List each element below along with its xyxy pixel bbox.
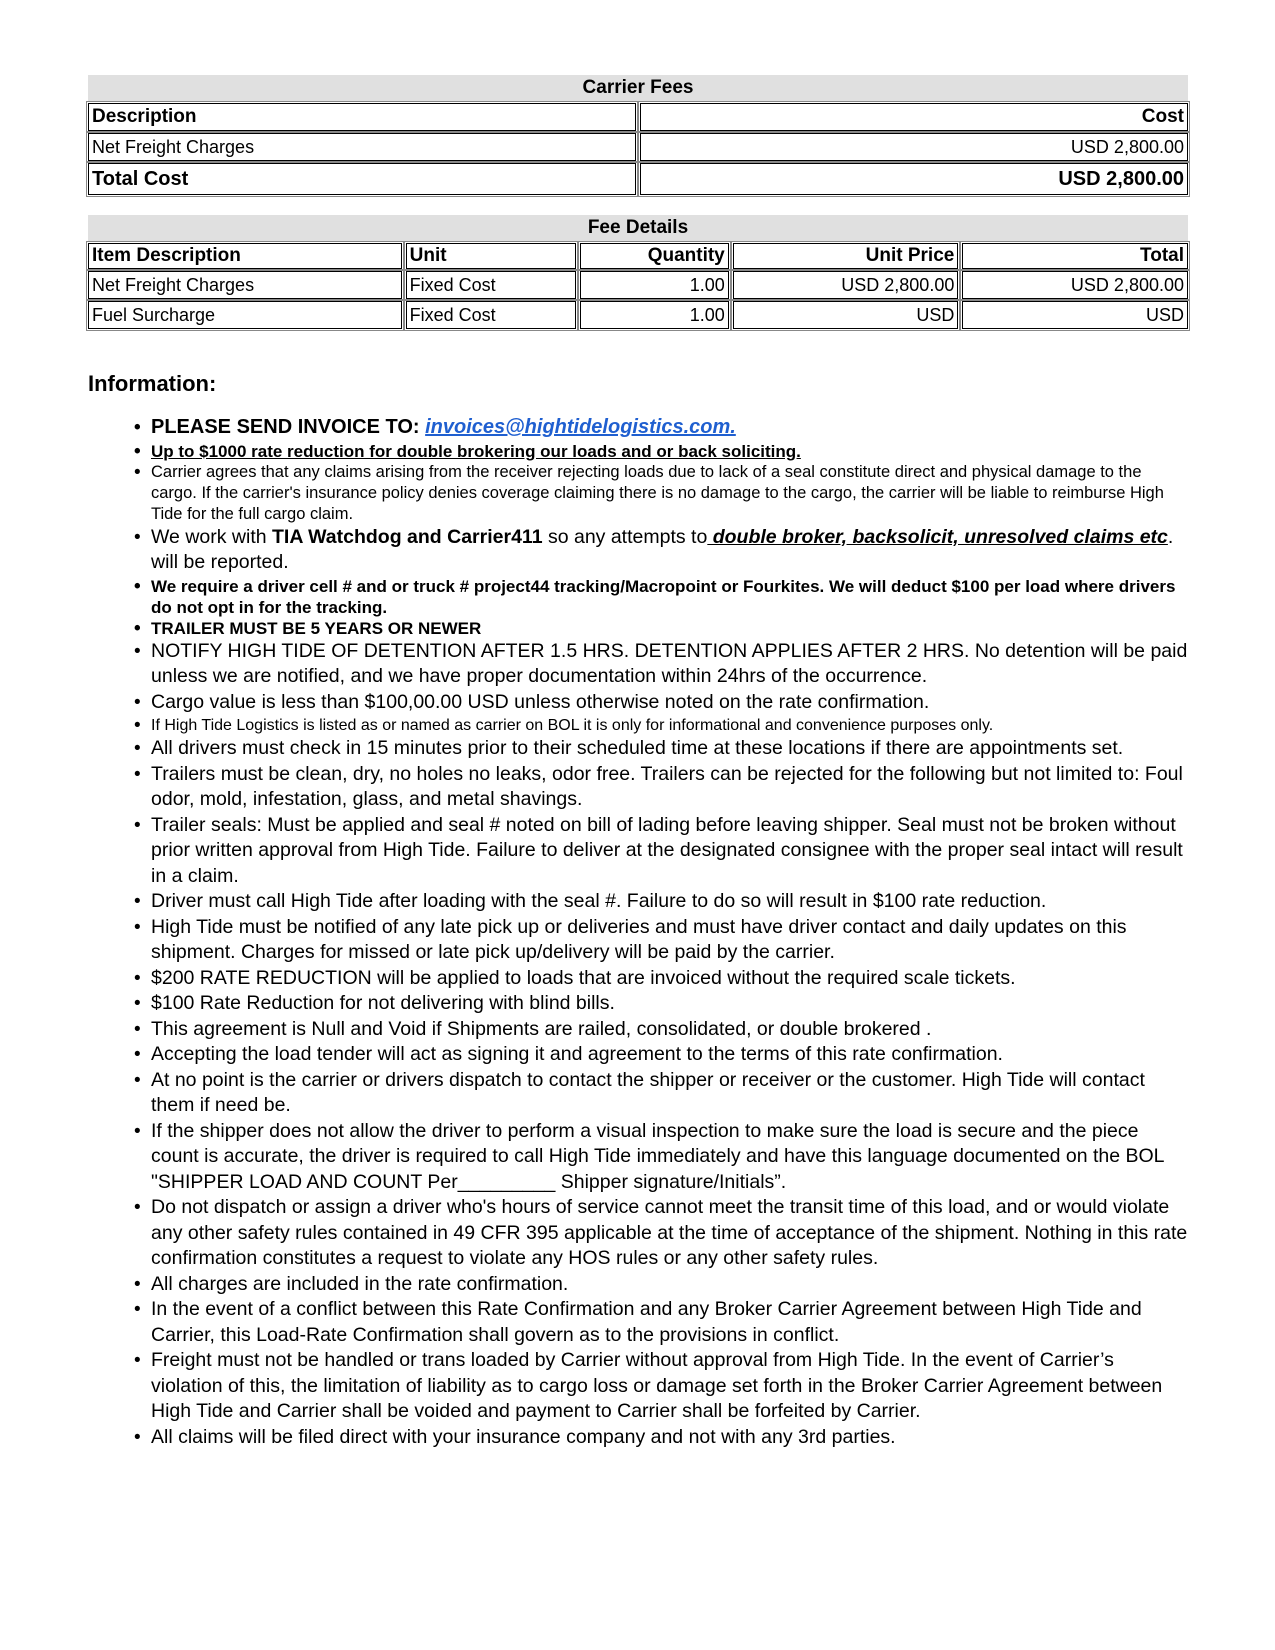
table-header-row — [88, 103, 1188, 131]
list-item: • Freight must not be handled or trans loaded by Carrier without approval from High Tide. In the event of Carrier’s violation of this, the limitation of liability as to cargo loss or damage set forth in the Broker Carrier Agreement between High Tide and Carrier shall be voided and payment to Carrier shall be forfeited by Carrier. — [151, 1348, 1188, 1425]
item-description: Fuel Surcharge — [88, 301, 402, 329]
rate-confirmation-page — [88, 75, 1188, 1450]
list-item — [151, 415, 1188, 441]
list-item: • This agreement is Null and Void if Shipments are railed, consolidated, or double brokered . — [151, 1017, 1188, 1043]
tia-suffix: . will be reported. — [151, 525, 1174, 573]
list-item: • Accepting the load tender will act as signing it and agreement to the terms of this rate confirmation. — [151, 1042, 1188, 1068]
item-description: Net Freight Charges — [88, 271, 402, 299]
list-item: • Carrier agrees that any claims arising from the receiver rejecting loads due to lack of a seal constitute direct and physical damage to the cargo. If the carrier's insurance policy denies coverage claiming there is no damage to the cargo, the carrier will be liable to reimburse High Tide for the full cargo claim. — [151, 462, 1188, 525]
list-item: • Driver must call High Tide after loading with the seal #. Failure to do so will result in $100 rate reduction. — [151, 889, 1188, 915]
list-item: • In the event of a conflict between this Rate Confirmation and any Broker Carrier Agreement between High Tide and Carrier, this Load-Rate Confirmation shall govern as to the provisions in conflict. — [151, 1297, 1188, 1348]
total-value: USD 2,800.00 — [640, 163, 1188, 195]
description-header: Description — [88, 103, 636, 131]
unit: Fixed Cost — [406, 271, 577, 299]
table-row — [88, 301, 1188, 329]
information-heading: Information: — [88, 371, 217, 396]
list-item: • If High Tide Logistics is listed as or named as carrier on BOL it is only for informational and convenience purposes only. — [151, 715, 1188, 736]
line-total: USD 2,800.00 — [962, 271, 1188, 299]
list-item: • $200 RATE REDUCTION will be applied to loads that are invoiced without the required scale tickets. — [151, 966, 1188, 992]
list-item: • NOTIFY HIGH TIDE OF DETENTION AFTER 1.5 HRS. DETENTION APPLIES AFTER 2 HRS. No detention will be paid unless we are notified, and we have proper documentation within 24hrs of the occurrence. — [151, 639, 1188, 690]
line-total: USD — [962, 301, 1188, 329]
unit-price: USD — [733, 301, 959, 329]
cost-header: Cost — [640, 103, 1188, 131]
fee-details-title: Fee Details — [88, 215, 1188, 241]
list-item: • At no point is the carrier or drivers dispatch to contact the shipper or receiver or the customer. High Tide will contact them if need be. — [151, 1068, 1188, 1119]
list-item: • $100 Rate Reduction for not delivering with blind bills. — [151, 991, 1188, 1017]
fee-cost: USD 2,800.00 — [640, 133, 1188, 161]
list-item: • Up to $1000 rate reduction for double brokering our loads and or back soliciting. — [151, 441, 1188, 462]
quantity: 1.00 — [580, 301, 729, 329]
item-description-header: Item Description — [88, 243, 402, 269]
fee-details-table — [84, 241, 1192, 331]
table-header-row — [88, 243, 1188, 269]
total-header: Total — [962, 243, 1188, 269]
carrier-fees-title: Carrier Fees — [88, 75, 1188, 101]
tia-mid: so any attempts to — [542, 525, 708, 548]
list-item: • Trailers must be clean, dry, no holes no leaks, odor free. Trailers can be rejected for the following but not limited to: Foul odor, mold, infestation, glass, and metal shavings. — [151, 762, 1188, 813]
quantity-header: Quantity — [580, 243, 729, 269]
unit-price-header: Unit Price — [733, 243, 959, 269]
table-row — [88, 133, 1188, 161]
fee-description: Net Freight Charges — [88, 133, 636, 161]
invoice-label: PLEASE SEND INVOICE TO: — [151, 416, 426, 438]
table-row — [88, 271, 1188, 299]
unit-header: Unit — [406, 243, 577, 269]
invoice-email-link[interactable]: invoices@hightidelogistics.com. — [425, 416, 736, 438]
quantity: 1.00 — [580, 271, 729, 299]
list-item: • Cargo value is less than $100,00.00 USD unless otherwise noted on the rate confirmation. — [151, 690, 1188, 716]
total-label: Total Cost — [88, 163, 636, 195]
list-item: • All charges are included in the rate confirmation. — [151, 1272, 1188, 1298]
carrier-fees-table — [84, 101, 1192, 197]
tia-bold: TIA Watchdog and Carrier411 — [272, 525, 543, 548]
list-item: • If the shipper does not allow the driver to perform a visual inspection to make sure the load is secure and the piece count is accurate, the driver is required to call High Tide immediately and have this language documented on the BOL "SHIPPER LOAD AND COUNT Per_________ Shipper signature/Initials”. — [151, 1119, 1188, 1196]
tia-emphasis: double broker, backsolicit, unresolved claims etc — [707, 525, 1168, 548]
list-item: • We require a driver cell # and or truck # project44 tracking/Macropoint or Fourkites. We will deduct $100 per load where drivers do not opt in for the tracking. — [151, 576, 1188, 618]
total-row — [88, 163, 1188, 195]
list-item: • TRAILER MUST BE 5 YEARS OR NEWER — [151, 618, 1188, 639]
list-item: • All claims will be filed direct with your insurance company and not with any 3rd parties. — [151, 1425, 1188, 1451]
list-item: • All drivers must check in 15 minutes prior to their scheduled time at these locations if there are appointments set. — [151, 736, 1188, 762]
list-item: • High Tide must be notified of any late pick up or deliveries and must have driver contact and daily updates on this shipment. Charges for missed or late pick up/delivery will be paid by the carrier. — [151, 915, 1188, 966]
list-item: • Do not dispatch or assign a driver who's hours of service cannot meet the transit time of this load, and or would violate any other safety rules contained in 49 CFR 395 applicable at the time of acceptance of the shipment. Nothing in this rate confirmation constitutes a request to violate any HOS rules or any other safety rules. — [151, 1195, 1188, 1272]
list-item — [151, 525, 1188, 576]
list-item: • Trailer seals: Must be applied and seal # noted on bill of lading before leaving shipper. Seal must not be broken without prior written approval from High Tide. Failure to deliver at the designated consignee with the proper seal intact will result in a claim. — [151, 813, 1188, 890]
unit: Fixed Cost — [406, 301, 577, 329]
tia-prefix: We work with — [151, 525, 272, 548]
unit-price: USD 2,800.00 — [733, 271, 959, 299]
information-list — [88, 415, 1188, 1450]
